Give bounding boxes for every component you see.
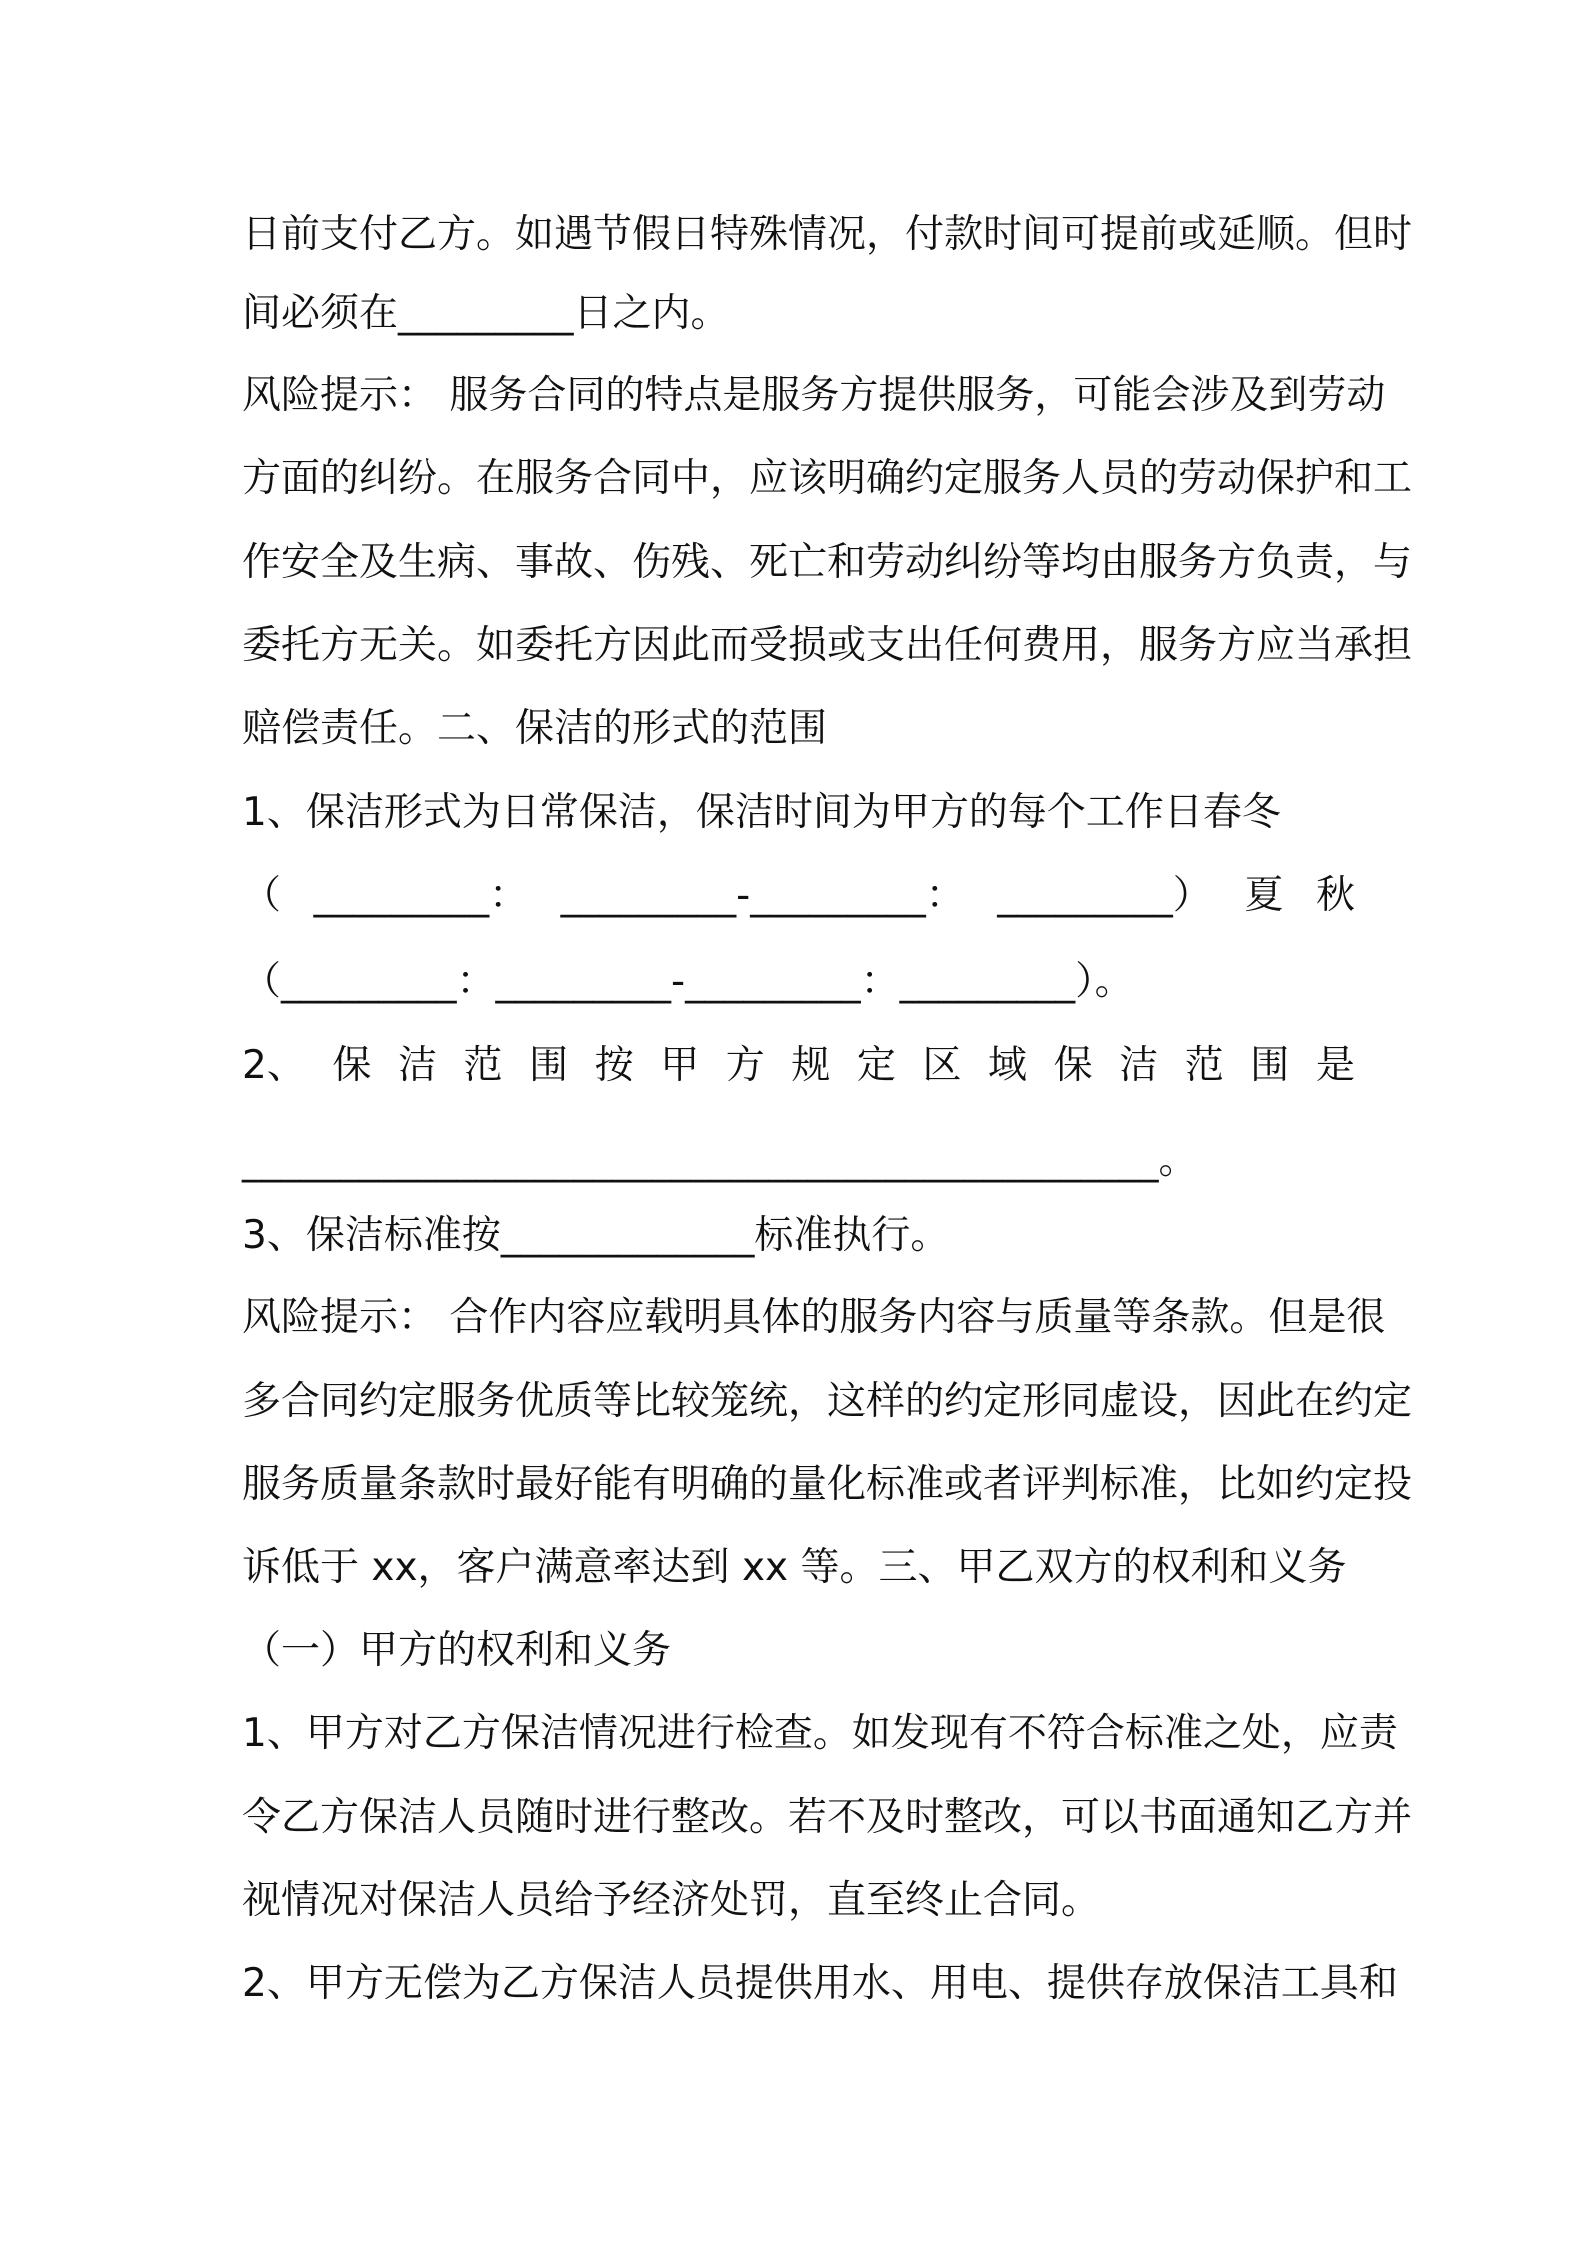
cleaning-scope-line [242, 1039, 1355, 1093]
char: 围 [529, 1043, 569, 1088]
char: 洁 [397, 1043, 437, 1088]
paragraph-line: 3、保洁标准按_____________标准执行。 [242, 1213, 950, 1258]
paragraph-line: 赔偿责任。二、保洁的形式的范围 [242, 706, 828, 751]
char: 定 [856, 1043, 896, 1088]
time-blank-line-spring-winter [242, 869, 1355, 923]
char: 2、 [242, 1043, 306, 1088]
paragraph-line: 方面的纠纷。在服务合同中，应该明确约定服务人员的劳动保护和工 [242, 456, 1413, 501]
paragraph-line: 作安全及生病、事故、伤残、死亡和劳动纠纷等均由服务方负责，与 [242, 540, 1413, 585]
paragraph-line: 2、甲方无偿为乙方保洁人员提供用水、用电、提供存放保洁工具和 [242, 1961, 1398, 2006]
char: 范 [1184, 1043, 1224, 1088]
char: 甲 [660, 1043, 700, 1088]
char: 区 [922, 1043, 962, 1088]
paragraph-line: 1、保洁形式为日常保洁，保洁时间为甲方的每个工作日春冬 [242, 790, 1281, 835]
char: 保 [1053, 1043, 1093, 1088]
char: 围 [1250, 1043, 1290, 1088]
paragraph-line: 服务质量条款时最好能有明确的量化标准或者评判标准，比如约定投 [242, 1462, 1413, 1507]
char: 洁 [1119, 1043, 1159, 1088]
paragraph-line: 令乙方保洁人员随时进行整改。若不及时整改，可以书面通知乙方并 [242, 1795, 1413, 1840]
paragraph-line: 诉低于 xx，客户满意率达到 xx 等。三、甲乙双方的权利和义务 [242, 1545, 1347, 1590]
paragraph-line: 日前支付乙方。如遇节假日特殊情况，付款时间可提前或延顺。但时 [242, 212, 1413, 257]
blank-segment: 夏 [1244, 873, 1284, 918]
blank-segment: 秋 [1315, 873, 1355, 918]
section-heading: （一）甲方的权利和义务 [242, 1628, 672, 1673]
char: 保 [332, 1043, 372, 1088]
char: 域 [988, 1043, 1028, 1088]
blank-segment: _________） [997, 873, 1212, 918]
char: 规 [791, 1043, 831, 1088]
paragraph-line: 间必须在_________日之内。 [242, 291, 730, 336]
paragraph-line: 1、甲方对乙方保洁情况进行检查。如发现有不符合标准之处，应责 [242, 1711, 1398, 1756]
paragraph-line: 风险提示： 合作内容应载明具体的服务内容与质量等条款。但是很 [242, 1295, 1386, 1340]
blank-segment: _________-_________： [560, 873, 965, 918]
blank-segment: （ [242, 873, 282, 918]
time-blank-line-summer-autumn: （_________：_________-_________：_________）。 [242, 959, 1134, 1004]
char: 方 [725, 1043, 765, 1088]
blank-segment: _________： [313, 873, 529, 918]
paragraph-line: 风险提示： 服务合同的特点是服务方提供服务，可能会涉及到劳动 [242, 373, 1386, 418]
char: 是 [1315, 1043, 1355, 1088]
paragraph-line: 视情况对保洁人员给予经济处罚，直至终止合同。 [242, 1878, 1101, 1923]
scope-blank-line: _______________________________________________。 [242, 1138, 1198, 1183]
paragraph-line: 多合同约定服务优质等比较笼统，这样的约定形同虚设，因此在约定 [242, 1379, 1413, 1424]
paragraph-line: 委托方无关。如委托方因此而受损或支出任何费用，服务方应当承担 [242, 623, 1413, 668]
char: 范 [463, 1043, 503, 1088]
char: 按 [594, 1043, 634, 1088]
